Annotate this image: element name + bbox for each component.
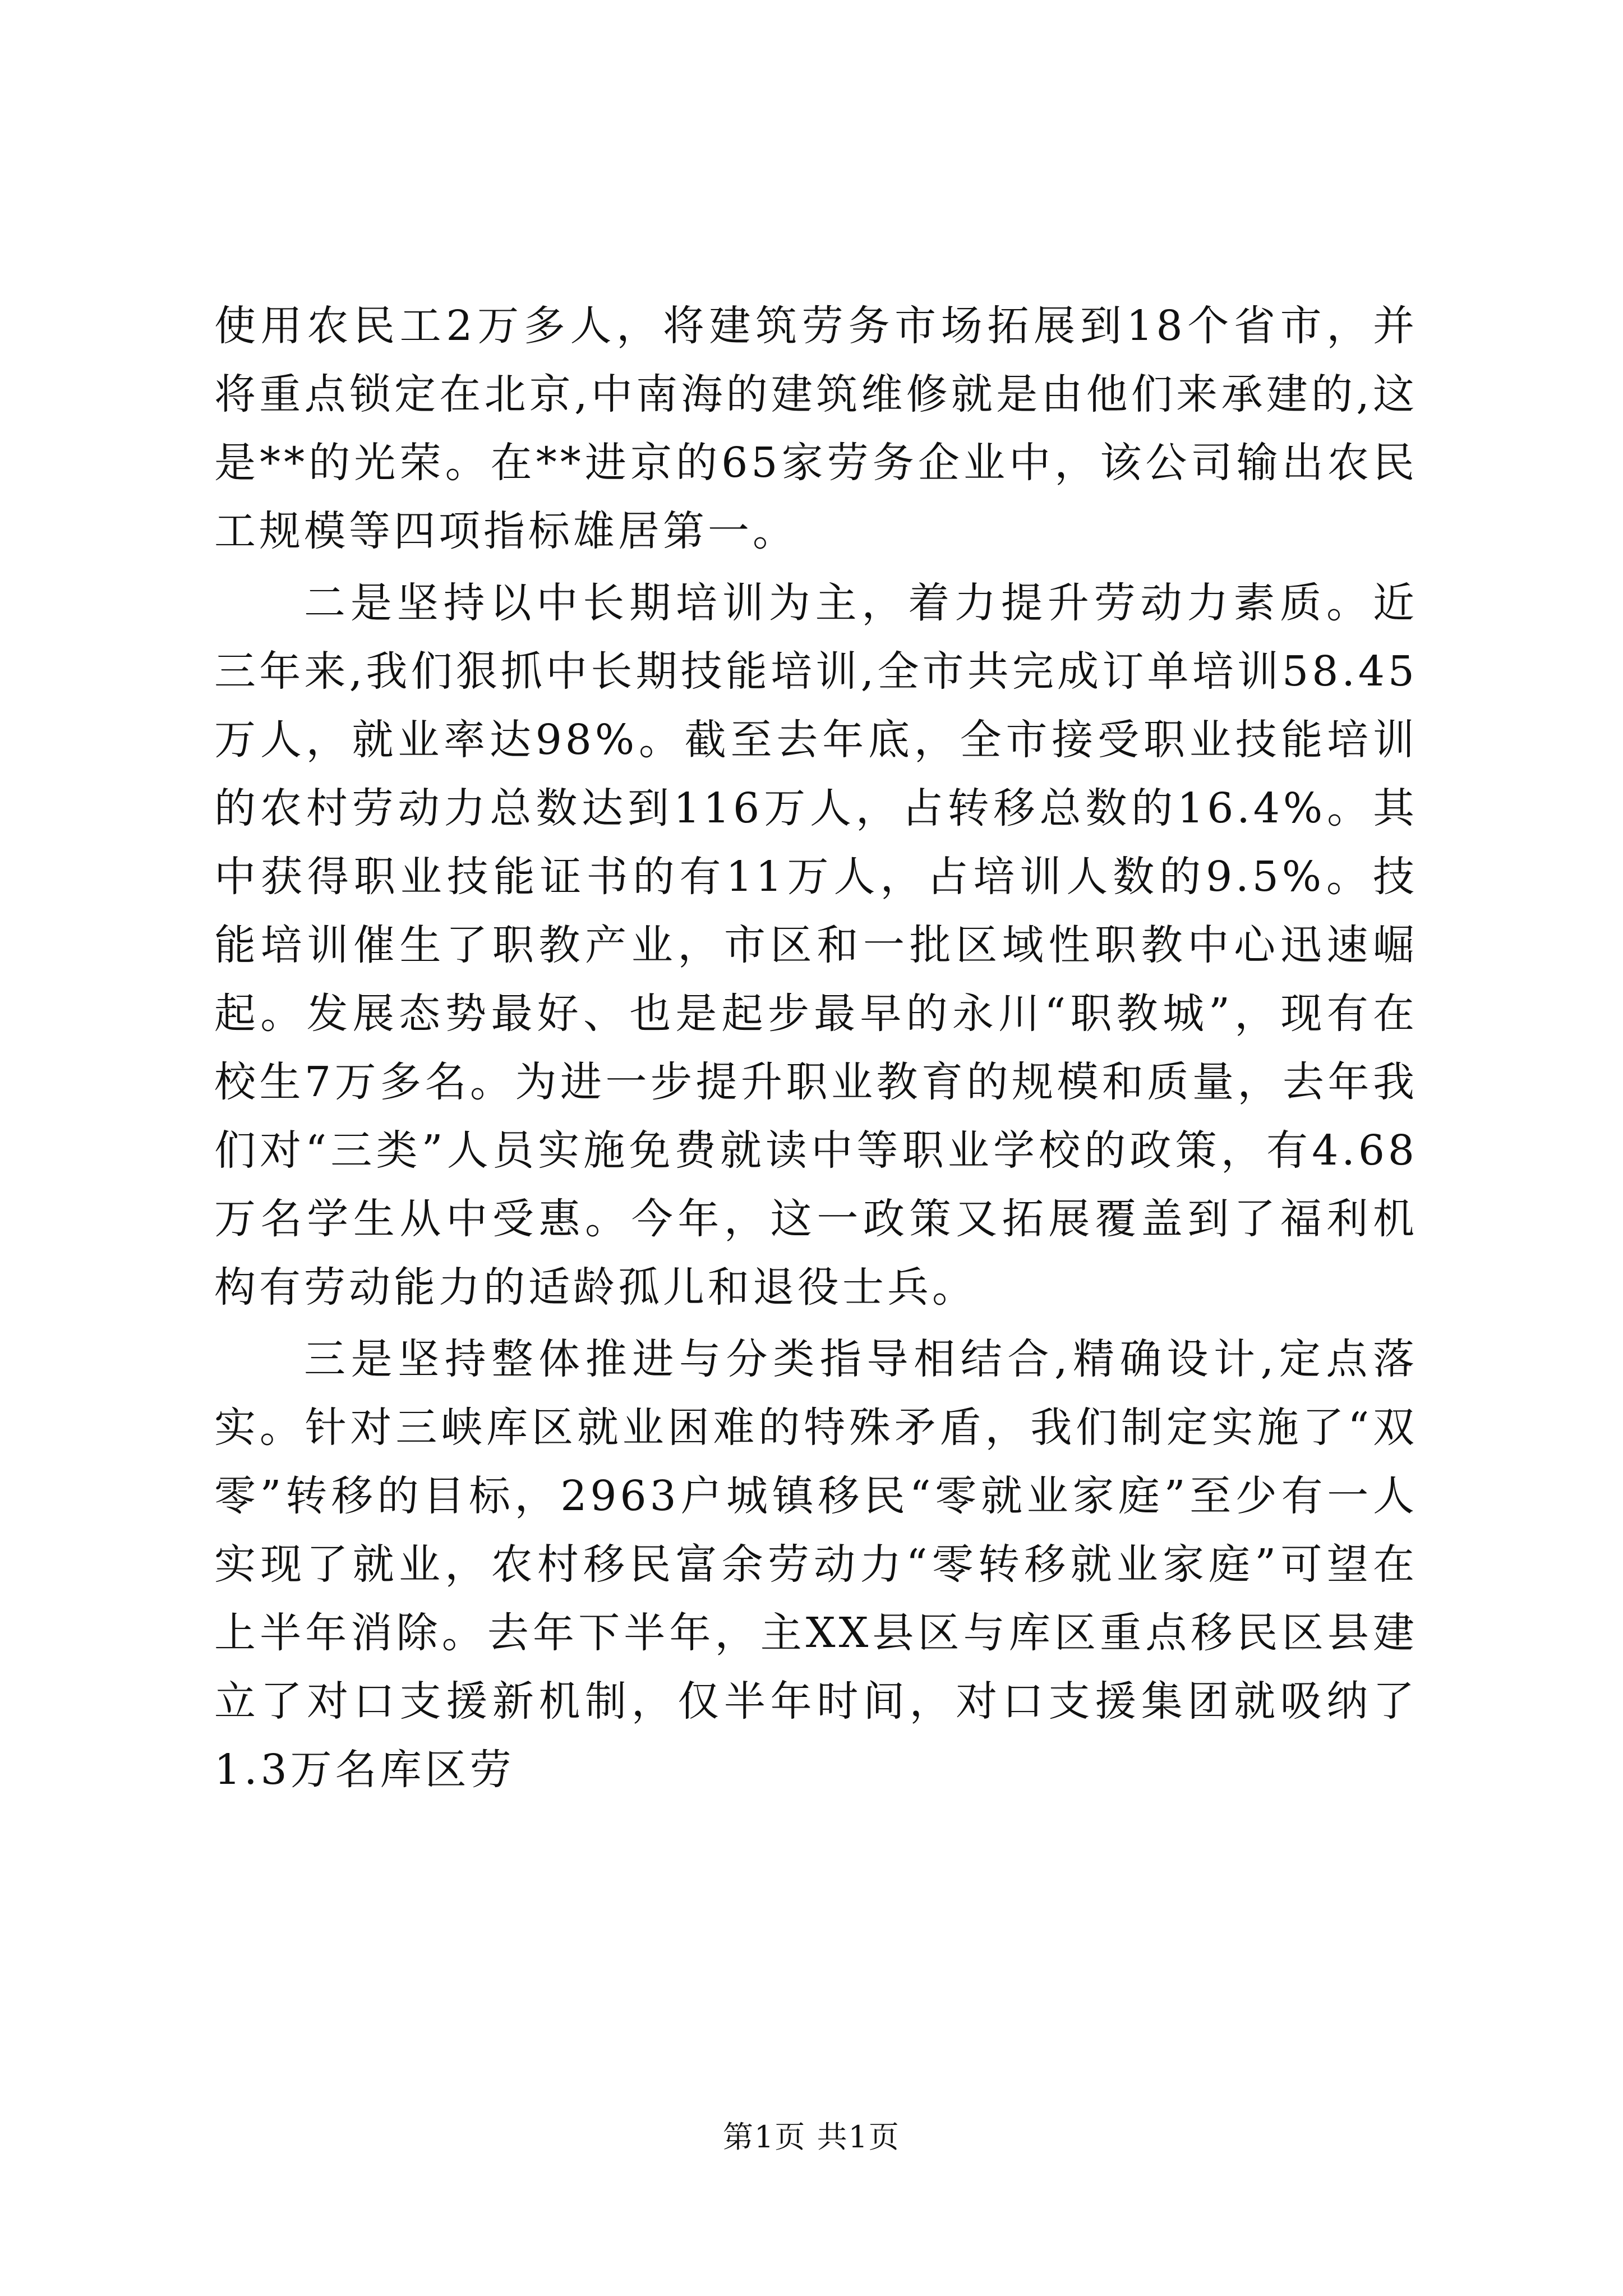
- page-footer: 第1页 共1页: [723, 2119, 900, 2155]
- paragraph-1: 使用农民工2万多人，将建筑劳务市场拓展到18个省市，并将重点锁定在北京,中南海的建筑维修就是由他们来承建的,这是**的光荣。在**进京的65家劳务企业中，该公司输出农民工规模等四项指标雄居第一。: [214, 302, 1418, 555]
- paragraph-2: 二是坚持以中长期培训为主，着力提升劳动力素质。近三年来,我们狠抓中长期技能培训,全市共完成订单培训58.45万人，就业率达98%。截至去年底，全市接受职业技能培训的农村劳动力总数达到116万人，占转移总数的16.4%。其中获得职业技能证书的有11万人，占培训人数的9.5%。技能培训催生了职教产业，市区和一批区域性职教中心迅速崛起。发展态势最好、也是起步最早的永川“职教城”，现有在校生7万多名。为进一步提升职业教育的规模和质量，去年我们对“三类”人员实施免费就读中等职业学校的政策，有4.68万名学生从中受惠。今年，这一政策又拓展覆盖到了福利机构有劳动能力的适龄孤儿和退役士兵。: [214, 579, 1418, 1312]
- document-body: [214, 292, 1418, 1804]
- paragraph-3: 三是坚持整体推进与分类指导相结合,精确设计,定点落实。针对三峡库区就业困难的特殊矛盾，我们制定实施了“双零”转移的目标，2963户城镇移民“零就业家庭”至少有一人实现了就业，农村移民富余劳动力“零转移就业家庭”可望在上半年消除。去年下半年，主XX县区与库区重点移民区县建立了对口支援新机制，仅半年时间，对口支援集团就吸纳了1.3万名库区劳: [214, 1335, 1418, 1794]
